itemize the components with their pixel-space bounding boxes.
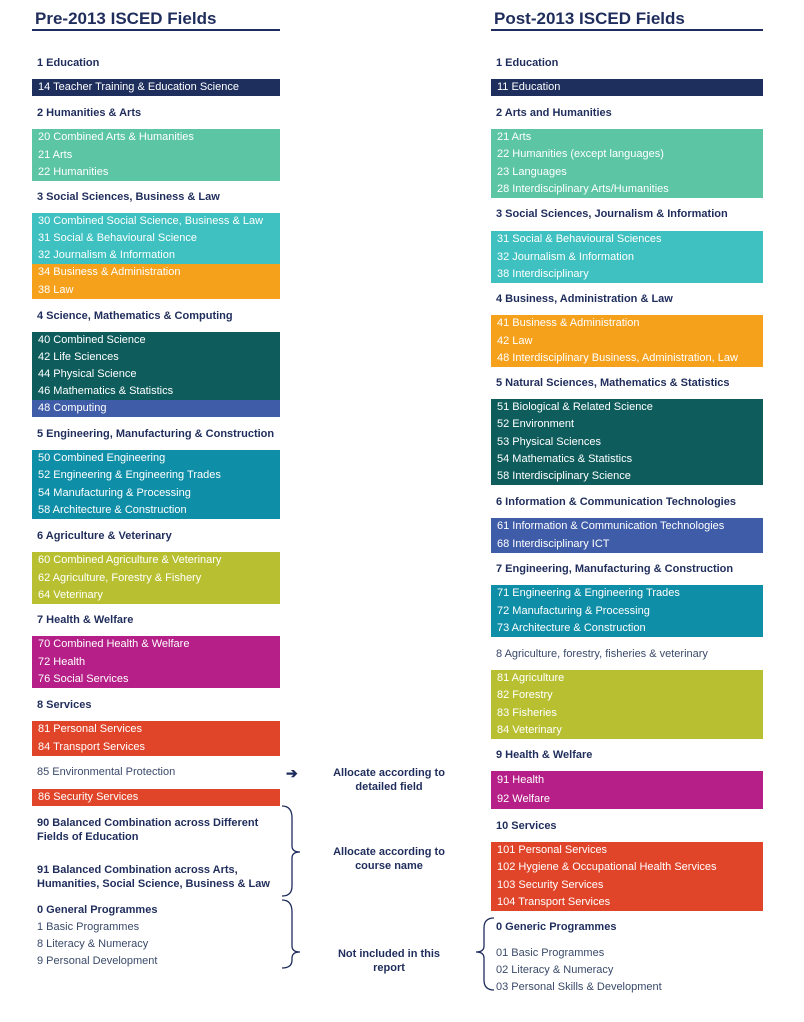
right-basic-programmes: 01 Basic Programmes <box>496 947 605 959</box>
right-block-education <box>491 79 763 96</box>
block-row: 54 Mathematics & Statistics <box>497 452 633 465</box>
block-row: 101 Personal Services <box>497 844 608 857</box>
left-brace-not-included <box>282 900 300 968</box>
right-block-agriculture <box>491 670 763 739</box>
block-row: 44 Physical Science <box>38 368 137 380</box>
block-row: 46 Mathematics & Statistics <box>38 385 174 397</box>
left-column-title: Pre-2013 ISCED Fields <box>35 9 217 28</box>
right-block-business <box>491 315 763 367</box>
left-env-protection: 85 Environmental Protection <box>37 766 176 778</box>
block-row: 60 Combined Agriculture & Veterinary <box>38 554 222 567</box>
block-row: 42 Law <box>497 334 533 347</box>
right-heading-engineering: 7 Engineering, Manufacturing & Construction <box>496 563 734 575</box>
block-row: 41 Business & Administration <box>497 317 640 330</box>
block-row: 31 Social & Behavioural Science <box>38 232 197 244</box>
block-row: 92 Welfare <box>497 793 550 805</box>
left-heading-general: 0 General Programmes <box>37 904 158 916</box>
block-row: 86 Security Services <box>38 791 139 803</box>
block-row: 22 Humanities (except languages) <box>497 148 664 161</box>
block-row: 22 Humanities <box>38 165 109 178</box>
block-row: 62 Agriculture, Forestry & Fishery <box>38 571 202 584</box>
block-row: 14 Teacher Training & Education Science <box>38 81 239 93</box>
block-row: 48 Interdisciplinary Business, Administration, Law <box>497 351 738 364</box>
right-agriculture-heading: 8 Agriculture, forestry, fisheries & veterinary <box>496 648 708 660</box>
left-heading-social: 3 Social Sciences, Business & Law <box>37 191 220 203</box>
block-row: 38 Interdisciplinary <box>497 267 589 280</box>
block-row: 40 Combined Science <box>38 334 146 346</box>
left-brace-course <box>282 806 300 896</box>
right-column-title: Post-2013 ISCED Fields <box>494 9 685 28</box>
block-row: 38 Law <box>38 283 74 296</box>
block-row: 48 Computing <box>38 402 107 414</box>
left-heading-humanities: 2 Humanities & Arts <box>37 107 142 119</box>
block-row: 31 Social & Behavioural Sciences <box>497 233 662 246</box>
block-row: 21 Arts <box>38 148 73 161</box>
block-row: 53 Physical Sciences <box>497 435 601 448</box>
left-heading-services: 8 Services <box>37 699 92 711</box>
left-heading-education: 1 Education <box>37 57 100 69</box>
right-heading-business: 4 Business, Administration & Law <box>496 293 673 305</box>
middle-allocate-detailed-line2: detailed field <box>355 781 423 793</box>
left-basic-programmes: 1 Basic Programmes <box>37 921 140 933</box>
block-row: 32 Journalism & Information <box>497 250 634 263</box>
middle-allocate-course-line2: course name <box>355 860 423 872</box>
right-heading-services: 10 Services <box>496 820 557 832</box>
block-row: 64 Veterinary <box>38 588 103 601</box>
block-row: 91 Health <box>497 774 545 786</box>
block-row: 70 Combined Health & Welfare <box>38 638 190 651</box>
block-row: 30 Combined Social Science, Business & Law <box>38 215 264 227</box>
right-block-ict <box>491 518 763 553</box>
middle-not-included-line1: Not included in this <box>337 948 441 960</box>
block-row: 72 Health <box>38 655 86 668</box>
block-row: 54 Manufacturing & Processing <box>38 486 191 499</box>
right-block-social <box>491 231 763 283</box>
left-heading-science: 4 Science, Mathematics & Computing <box>37 310 233 322</box>
right-heading-health: 9 Health & Welfare <box>496 749 593 761</box>
block-row: 68 Interdisciplinary ICT <box>497 537 610 550</box>
block-row: 28 Interdisciplinary Arts/Humanities <box>497 182 669 195</box>
left-heading-90a: 90 Balanced Combination across Different <box>37 817 259 829</box>
right-brace-not-included <box>476 918 494 990</box>
left-personal-development: 9 Personal Development <box>37 955 158 967</box>
left-heading-90b: Fields of Education <box>37 831 139 843</box>
left-heading-engineering: 5 Engineering, Manufacturing & Construction <box>37 428 275 440</box>
right-block-health <box>491 771 763 809</box>
block-row: 11 Education <box>497 81 561 93</box>
right-heading-generic: 0 Generic Programmes <box>496 921 617 933</box>
block-row: 103 Security Services <box>497 878 604 891</box>
right-block-services <box>491 842 763 911</box>
left-heading-health: 7 Health & Welfare <box>37 614 134 626</box>
right-heading-arts: 2 Arts and Humanities <box>496 107 612 119</box>
right-personal-skills: 03 Personal Skills & Development <box>496 981 662 993</box>
block-row: 23 Languages <box>497 165 567 178</box>
right-block-arts <box>491 129 763 198</box>
middle-not-included-line2: report <box>373 962 405 974</box>
block-row: 58 Interdisciplinary Science <box>497 469 631 482</box>
block-row: 84 Transport Services <box>38 740 145 753</box>
middle-allocate-course-line1: Allocate according to <box>333 846 445 858</box>
block-row: 76 Social Services <box>38 672 129 685</box>
block-row: 73 Architecture & Construction <box>497 621 646 634</box>
right-heading-education: 1 Education <box>496 57 559 69</box>
block-row: 52 Engineering & Engineering Trades <box>38 469 221 482</box>
right-block-science <box>491 399 763 485</box>
block-row: 81 Personal Services <box>38 723 142 736</box>
block-row: 83 Fisheries <box>497 706 557 719</box>
right-literacy: 02 Literacy & Numeracy <box>496 964 614 976</box>
left-heading-agriculture: 6 Agriculture & Veterinary <box>37 530 172 542</box>
middle-allocate-detailed-line1: Allocate according to <box>333 767 445 779</box>
block-row: 82 Forestry <box>497 689 553 702</box>
block-row: 21 Arts <box>497 131 532 144</box>
left-heading-91b: Humanities, Social Science, Business & Law <box>37 878 270 890</box>
right-block-engineering <box>491 585 763 637</box>
block-row: 51 Biological & Related Science <box>497 401 653 414</box>
right-heading-social: 3 Social Sciences, Journalism & Information <box>496 208 728 220</box>
left-heading-91a: 91 Balanced Combination across Arts, <box>37 864 238 876</box>
block-row: 61 Information & Communication Technologies <box>497 520 725 533</box>
block-row: 52 Environment <box>497 418 575 431</box>
block-row: 104 Transport Services <box>497 895 611 908</box>
block-row: 42 Life Sciences <box>38 351 119 363</box>
right-heading-ict: 6 Information & Communication Technologies <box>496 496 736 508</box>
block-row: 32 Journalism & Information <box>38 249 175 261</box>
block-row: 50 Combined Engineering <box>38 452 166 465</box>
right-heading-science: 5 Natural Sciences, Mathematics & Statistics <box>496 377 730 389</box>
block-row: 71 Engineering & Engineering Trades <box>497 587 680 600</box>
block-row: 20 Combined Arts & Humanities <box>38 131 194 144</box>
block-row: 58 Architecture & Construction <box>38 503 187 516</box>
arrow-right-icon: ➔ <box>286 765 298 781</box>
block-row: 84 Veterinary <box>497 723 562 736</box>
block-row: 34 Business & Administration <box>38 266 181 279</box>
left-literacy: 8 Literacy & Numeracy <box>37 938 149 950</box>
block-row: 102 Hygiene & Occupational Health Services <box>497 861 717 874</box>
block-row: 72 Manufacturing & Processing <box>497 604 650 617</box>
block-row: 81 Agriculture <box>497 672 565 685</box>
